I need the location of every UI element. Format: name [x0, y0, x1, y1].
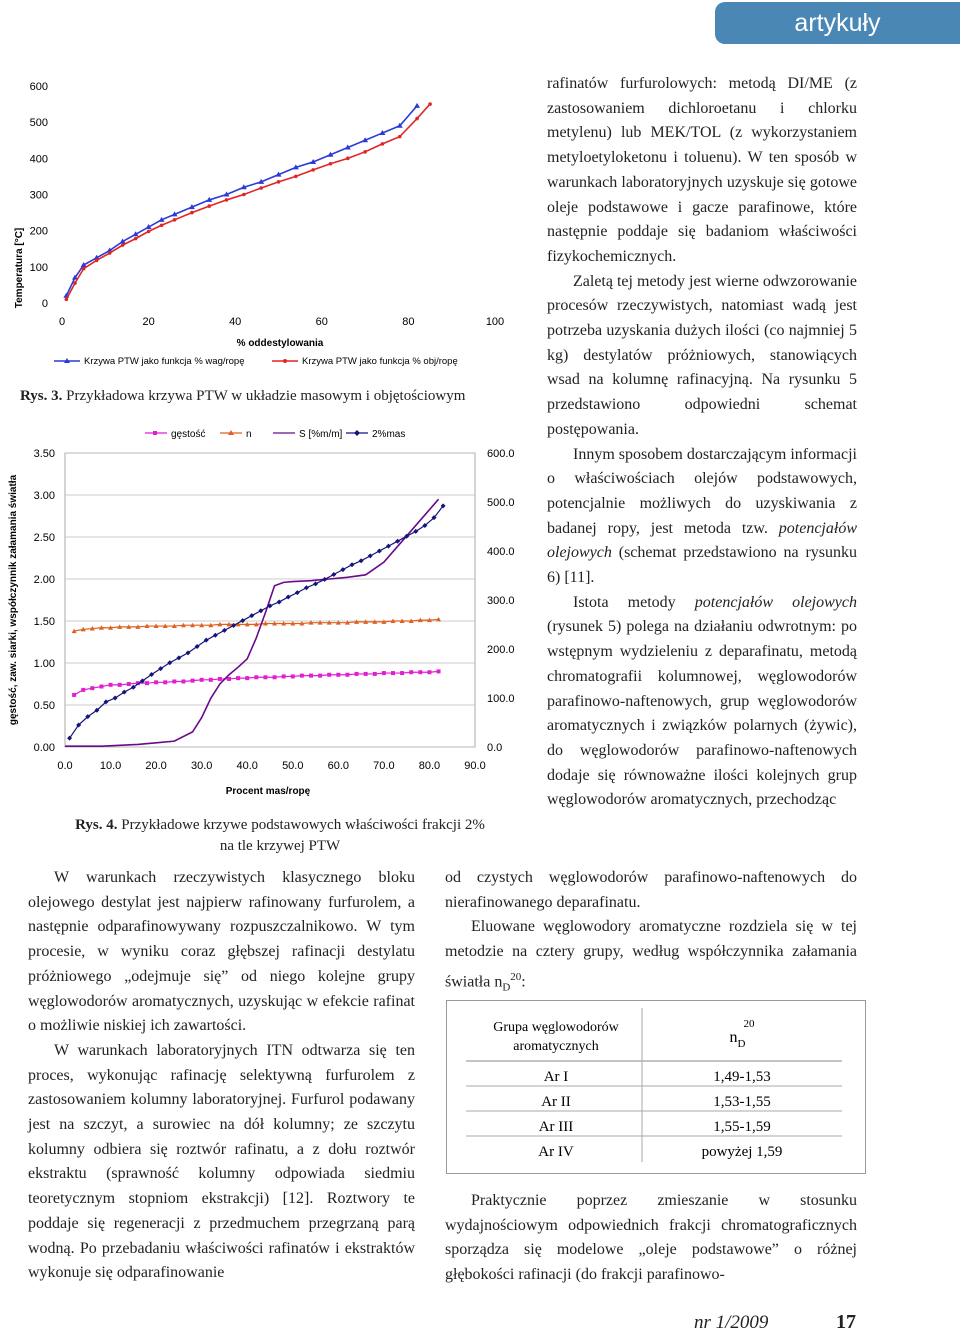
figure4-point — [127, 682, 131, 686]
figure4-x-tick-label: 0.0 — [57, 760, 73, 772]
figure3-point — [329, 162, 333, 166]
figure3-point — [73, 281, 77, 285]
figure4-point — [200, 678, 204, 682]
figure4-y-left-tick-label: 3.00 — [33, 490, 55, 502]
figure3-y-tick-label: 0 — [41, 298, 48, 310]
figure4-point — [90, 686, 94, 690]
figure4-y-right-tick-label: 100.0 — [487, 693, 515, 705]
figure4-point — [313, 581, 318, 586]
figure3-caption-label: Rys. 3. — [20, 388, 63, 404]
figure4-chart — [0, 422, 530, 802]
figure4-point — [254, 675, 258, 679]
left-column — [28, 866, 415, 1286]
figure3-x-tick-label: 60 — [315, 316, 328, 328]
figure3-point — [82, 267, 86, 271]
figure4-point — [400, 671, 404, 675]
figure3-point — [259, 186, 263, 190]
figure3-point — [190, 211, 194, 215]
figure3-point — [428, 102, 432, 106]
figure3-point — [277, 180, 281, 184]
table-header-nd: $n_D20$ — [729, 1018, 755, 1050]
figure4-point — [409, 670, 413, 674]
figure4-x-tick-label: 30.0 — [190, 760, 213, 772]
left-paragraph-2: W warunkach laboratoryjnych ITN odtwarza się ten proces, wykonując rafinację selektywną furfurolem z zastosowaniem kolumny laboratoryjnej. Furfurol podawany jest na szczyt, a surowiec na dół kolumny; ze szczytu kolumny odbiera się roztwór rafinatu, a z dołu roztwór ekstraktu (sprawność kolumny odpowiada siedmiu teoretycznym stopniom ekstrakcji) [12]. Roztwory te poddaje się regeneracji z przedmuchem przegrzaną parą wodną. Po przebadaniu właściwości rafinatów i ekstraktów wykonuje się odparafinowanie — [28, 1041, 415, 1282]
figure4-point — [437, 669, 441, 673]
figure4-legend-label: 2%mas — [372, 429, 406, 440]
page-number: 17 — [836, 1311, 856, 1333]
figure4-point — [282, 674, 286, 678]
figure4-point — [277, 599, 282, 604]
figure4-x-tick-label: 40.0 — [236, 760, 258, 772]
figure4-point — [336, 673, 340, 677]
figure3-y-tick-label: 200 — [29, 225, 48, 238]
figure4-legend-label: n — [246, 429, 252, 440]
figure4-y-left-tick-label: 2.00 — [33, 574, 55, 586]
figure4-point — [300, 674, 304, 678]
figure3-point — [346, 157, 350, 161]
figure4-point — [236, 676, 240, 680]
figure3-legend-label: Krzywa PTW jako funkcja % obj/ropę — [302, 356, 458, 367]
figure3-point — [415, 117, 419, 121]
aromatic-groups-table — [446, 1000, 866, 1175]
figure4-point — [291, 674, 295, 678]
figure4-legend-label: S [%m/m] — [299, 429, 343, 440]
figure3-y-tick-label: 500 — [29, 117, 48, 130]
figure4-point — [309, 674, 313, 678]
figure3-legend-marker — [283, 359, 287, 363]
figure3-y-axis-title: Temperatura [°C] — [14, 227, 25, 309]
table-cell-nd: powyżej 1,59 — [701, 1144, 783, 1160]
figure4-y-left-tick-label: 2.50 — [33, 532, 55, 544]
right-paragraph-5: Eluowane węglowodory aromatyczne rozdziela się w tej metodzie na cztery grupy, według współczynnika załamania światła $n_D^{20}$: — [445, 918, 857, 994]
figure3-point — [311, 168, 315, 172]
figure3-point — [147, 230, 151, 234]
figure4-legend-marker — [153, 431, 157, 435]
figure4-x-tick-label: 20.0 — [145, 760, 167, 772]
figure4-point — [213, 633, 218, 638]
figure4-legend-marker — [354, 430, 360, 436]
table-cell-nd: 1,55-1,59 — [713, 1119, 771, 1135]
figure4-y-axis-title: gęstość, zaw. siarki, współczynnik załamania światła — [8, 474, 19, 726]
right-paragraph-2: Zaletą tej metody jest wierne odwzorowanie procesów rzeczywistych, natomiast wadą jest potrzeba uzyskania dużych ilości (co najmniej 5 kg) destylatów próżniowych, stanowiących wsad na kolumnę rafinacyjną. Na rysunku 5 przedstawiono odpowiedni schemat postępowania. — [547, 272, 857, 438]
figure4-point — [163, 680, 167, 684]
figure4-point — [295, 590, 300, 595]
figure4-point — [72, 693, 76, 697]
figure3-x-tick-label: 80 — [402, 316, 415, 328]
figure4-y-left-tick-label: 3.50 — [33, 448, 55, 460]
figure4-point — [327, 673, 331, 677]
figure4-caption — [0, 815, 560, 857]
figure4-point — [258, 608, 263, 613]
right-paragraph-6: Praktycznie poprzez zmieszanie w stosunku wydajnościowym odpowiednich frakcji chromatograficznych sporządza się modelowe „oleje podstawowe” o różnej głębokości rafinacji (do frakcji parafinowo- — [445, 1192, 857, 1284]
figure3-point — [160, 223, 164, 227]
figure3-point — [381, 142, 385, 146]
table-header-group-line2: aromatycznych — [513, 1039, 599, 1054]
figure4-point — [355, 672, 359, 676]
figure4-point — [373, 672, 377, 676]
figure4-point — [209, 678, 213, 682]
figure4-caption-line1: Przykładowe krzywe podstawowych właściwości frakcji 2% — [121, 817, 485, 833]
figure3-point — [398, 135, 402, 139]
figure3-y-tick-label: 400 — [29, 153, 48, 166]
table-cell-group: Ar I — [543, 1069, 569, 1085]
figure4-x-tick-label: 70.0 — [373, 760, 395, 772]
figure4-x-tick-label: 50.0 — [282, 760, 304, 772]
figure4-y-left-tick-label: 0.00 — [33, 742, 55, 754]
figure3-series-line — [66, 106, 417, 296]
figure3-point — [225, 198, 229, 202]
figure3-x-tick-label: 100 — [485, 316, 505, 328]
figure4-point — [227, 677, 231, 681]
figure3-point — [65, 298, 69, 302]
figure3-point — [242, 193, 246, 197]
figure4-y-right-tick-label: 600.0 — [487, 448, 515, 460]
table-header-group-line1: Grupa węglowodorów — [493, 1020, 619, 1035]
figure4-point — [191, 679, 195, 683]
table-cell-nd: 1,49-1,53 — [713, 1069, 771, 1085]
figure3-series-line — [66, 104, 430, 299]
figure4-point — [340, 567, 345, 572]
figure3-y-tick-label: 100 — [29, 261, 48, 274]
right-column — [547, 72, 857, 813]
figure4-point — [359, 558, 364, 563]
left-paragraph-1: W warunkach rzeczywistych klasycznego bloku olejowego destylat jest najpierw rafinowany furfurolem, a następnie odparafinowywany rozpuszczalnikowo. W tym procesie, w wyniku coraz głębszej rafinacji destylatu próżniowego „odejmuje się” od niego kolejne grupy węglowodorów aromatycznych, uzyskując w efekcie rafinat o możliwie niskiej ich zawartości. — [28, 869, 415, 1035]
figure4-y-right-tick-label: 300.0 — [487, 595, 515, 607]
figure4-caption-label: Rys. 4. — [75, 817, 118, 833]
figure4-point — [345, 673, 349, 677]
figure3-point — [363, 150, 367, 154]
table-cell-nd: 1,53-1,55 — [713, 1094, 771, 1110]
figure3-caption-text: Przykładowa krzywa PTW w układzie masowym i objętościowym — [66, 388, 466, 404]
figure4-point — [99, 685, 103, 689]
figure3-point — [173, 218, 177, 222]
figure4-y-right-tick-label: 200.0 — [487, 644, 515, 656]
figure3-point — [414, 103, 420, 108]
figure3-legend-label: Krzywa PTW jako funkcja % wag/ropę — [84, 356, 245, 367]
figure4-point — [222, 628, 227, 633]
figure4-legend-label: gęstość — [171, 429, 206, 440]
figure4-point — [245, 676, 249, 680]
figure3-point — [108, 251, 112, 255]
right-paragraph-4: Istota metody potencjałów olejowych (rysunek 5) polega na działaniu odwrotnym: po wstępnym wydzieleniu z deparafinatu, metodą chromatografii kolumnowej, węglowodorów parafinowo-naftenowych, grup węglowodorów aromatycznych i związków polarnych (żywic), do węglowodorów parafinowo-naftenowych dodaje się równoważne ilości kolejnych grup węglowodorów aromatycznych, przechodząc — [547, 593, 857, 809]
figure4-point — [418, 670, 422, 674]
figure4-y-left-tick-label: 1.00 — [33, 658, 55, 670]
table-cell-group: Ar IV — [538, 1144, 574, 1160]
figure4-point — [231, 623, 236, 628]
figure4-point — [172, 679, 176, 683]
figure4-point — [81, 688, 85, 692]
right-paragraph-4-continued: od czystych węglowodorów parafinowo-naftenowych do nierafinowanego deparafinatu. — [445, 869, 857, 911]
figure3-x-tick-label: 20 — [142, 316, 155, 328]
figure4-point — [240, 618, 245, 623]
figure4-point — [273, 675, 277, 679]
figure4-x-tick-label: 80.0 — [418, 760, 441, 772]
figure4-point — [218, 677, 222, 681]
table-cell-group: Ar II — [541, 1094, 571, 1110]
table-cell-group: Ar III — [538, 1119, 574, 1135]
figure4-x-axis-title: Procent mas/ropę — [225, 786, 311, 797]
figure3-x-axis-title: % oddestylowania — [236, 338, 324, 349]
figure4-point — [286, 595, 291, 600]
figure4-point — [350, 562, 355, 567]
figure4-point — [427, 670, 431, 674]
issue-number: nr 1/2009 — [694, 1312, 769, 1333]
figure3-point — [294, 175, 298, 179]
figure4-y-right-tick-label: 500.0 — [487, 497, 515, 509]
right-bottom — [445, 1189, 857, 1288]
figure3-point — [121, 243, 125, 247]
figure3-point — [134, 237, 138, 241]
figure4-point — [322, 577, 327, 582]
figure4-point — [386, 544, 391, 549]
figure4-point — [391, 671, 395, 675]
figure4-x-tick-label: 60.0 — [327, 760, 350, 772]
figure4-point — [377, 549, 382, 554]
figure4-point — [181, 679, 185, 683]
figure4-x-tick-label: 90.0 — [464, 760, 486, 772]
figure3-y-tick-label: 600 — [29, 81, 48, 93]
right-paragraph-1: rafinatów furfurolowych: metodą DI/ME (z zastosowaniem dichloroetanu i chlorku metylenu) lub MEK/TOL (z wykorzystaniem metyloetyloketonu i toluenu). W ten sposób w warunkach laboratoryjnych uzyskuje się gotowe oleje podstawowe i gacze parafinowe, które następnie poddaje się badaniom właściwości fizykochemicznych. — [547, 75, 857, 265]
figure3-x-tick-label: 0 — [58, 316, 66, 328]
figure4-y-right-tick-label: 400.0 — [487, 546, 515, 558]
figure3-y-tick-label: 300 — [29, 189, 48, 202]
figure4-point — [145, 681, 149, 685]
figure4-point — [331, 572, 336, 577]
figure3-point — [95, 259, 99, 263]
figure4-point — [395, 539, 400, 544]
figure4-point — [176, 655, 181, 660]
figure4-x-tick-label: 10.0 — [99, 760, 122, 772]
figure4-y-right-tick-label: 0.0 — [487, 742, 503, 754]
figure4-point — [368, 553, 373, 558]
figure4-y-left-tick-label: 1.50 — [33, 616, 55, 628]
figure4-point — [249, 613, 254, 618]
figure4-point — [109, 683, 113, 687]
section-tag: artykuły — [715, 2, 960, 44]
figure4-point — [154, 680, 158, 684]
figure3-x-tick-label: 40 — [229, 316, 242, 328]
figure3-point — [207, 204, 211, 208]
figure4-y-left-tick-label: 0.50 — [33, 700, 55, 712]
figure4-point — [318, 674, 322, 678]
figure4-point — [118, 683, 122, 687]
figure3-caption — [20, 386, 520, 407]
right-column-continued — [445, 866, 857, 1000]
figure4-point — [263, 675, 267, 679]
right-paragraph-3: Innym sposobem dostarczającym informacji o właściwościach olejów podstawowych, potencjalnie możliwych do uzyskiwania z badanej ropy, jest metoda tzw. potencjałów olejowych (schemat przedstawiono na rysunku 6) [11]. — [547, 445, 857, 587]
figure4-point — [364, 672, 368, 676]
figure4-caption-line2: na tle krzywej PTW — [219, 838, 341, 854]
figure4-point — [382, 671, 386, 675]
figure4-point — [304, 585, 309, 590]
